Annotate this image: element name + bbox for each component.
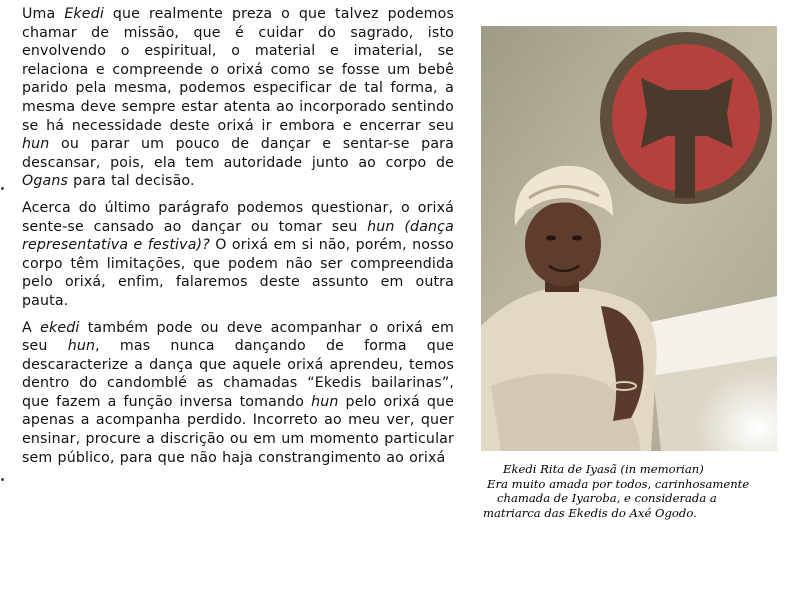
text-run: Uma (22, 6, 65, 22)
text-run: A (22, 319, 41, 336)
margin-mark (1, 478, 4, 481)
italic-term: ekedi (40, 319, 80, 336)
text-run: que realmente preza o que talvez podemos chamar de missão, que é cuidar do sagrado, isto envolvendo o espiritual, o material e imaterial, se relaciona e compreende o orixá como se fosse um bebê parido pela mesma, podemos especificar de tal forma, a mesma deve sempre estar atenta ao incorporado sentindo se há necessidade deste orixá ir embora e encerrar seu (22, 6, 454, 134)
text-run: Acerca do último parágrafo podemos questionar, o orixá sente-se cansado ao dançar ou tomar seu (22, 199, 454, 235)
italic-term: hun (311, 393, 339, 410)
paragraph (22, 199, 454, 311)
caption-line: matriarca das Ekedis do Axé Ogodo. (483, 505, 697, 520)
text-run: para tal decisão. (68, 173, 195, 190)
italic-term: Ekedi (64, 6, 104, 22)
text-run: O orixá em si não, porém, nosso corpo têm limitações, que podem não ser compreendida pelo orixá, enfim, falaremos deste assunto em outra pauta. (22, 237, 454, 309)
text-run: ou parar um pouco de dançar e sentar-se para descansar, pois, ela tem autoridade junto ao corpo de (22, 136, 454, 171)
italic-term: Ogans (22, 173, 69, 190)
text-run: , mas nunca dançando de forma que descaracterize a dança que aquele orixá aprendeu, temos dentro do candomblé as chamadas “Ekedis bailarinas”, que fazem a função inversa tomando (22, 338, 454, 410)
portrait-photo (481, 26, 777, 451)
face (525, 202, 601, 286)
italic-term: hun (dança representativa e festiva)? (22, 218, 454, 254)
caption-title: Ekedi Rita de Iyasã (in memorian) (503, 462, 704, 476)
text-run: pelo orixá que apenas a acompanha perdido. Incorreto ao meu ver, quer ensinar, procure a discrição ou em um momento particular sem público, para que não haja constrangimento ao orixá (22, 393, 454, 466)
italic-term: hun (22, 136, 50, 153)
paragraph (22, 5, 454, 191)
text-run: também pode ou deve acompanhar o orixá em seu (22, 319, 454, 355)
caption-line: chamada de Iyaroba, e considerada a (497, 491, 717, 506)
photo-illustration (481, 26, 777, 451)
paragraph (22, 319, 454, 468)
italic-term: hun (67, 338, 96, 355)
margin-mark (1, 187, 4, 190)
caption-line: Era muito amada por todos, carinhosamente (487, 476, 750, 491)
photo-caption (483, 462, 783, 520)
article-body (22, 5, 454, 475)
